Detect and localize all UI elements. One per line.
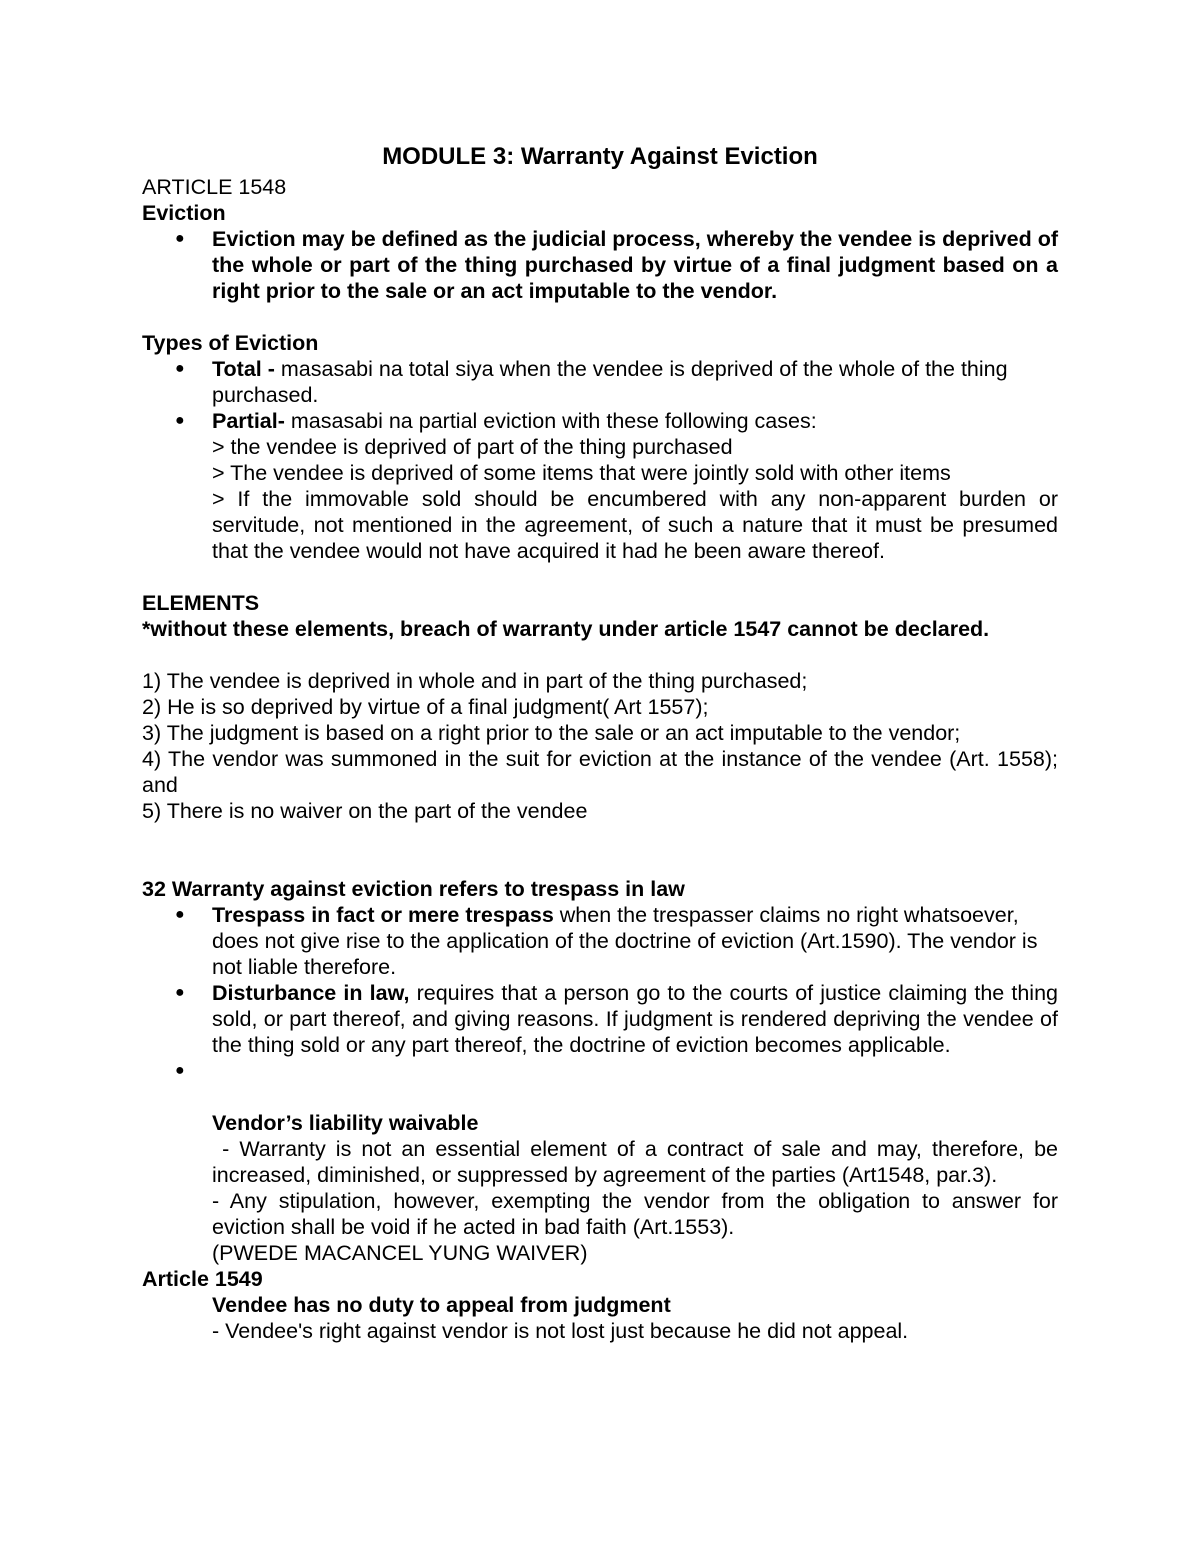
partial-text: masasabi na partial eviction with these following cases: [284, 409, 817, 433]
trespass-list [142, 902, 1058, 1084]
list-item-total [142, 356, 1058, 408]
element-item: 2) He is so deprived by virtue of a final judgment( Art 1557); [142, 695, 709, 719]
total-text: masasabi na total siya when the vendee is deprived of the whole of the thing purchased. [212, 357, 1008, 407]
bullet-icon: ● [175, 360, 185, 377]
bullet-icon: ● [175, 230, 185, 247]
partial-case: > If the immovable sold should be encumbered with any non-apparent burden or servitude, not mentioned in the agreement, of such a nature that it must be presumed that the vendee would not have acquired it had he been aware thereof. [212, 487, 1058, 563]
list-item-trespass-fact [142, 902, 1058, 980]
types-list [142, 356, 1058, 564]
document-content [142, 142, 1064, 1344]
bullet-icon: ● [175, 1062, 185, 1079]
waivable-point: - Any stipulation, however, exempting the vendor from the obligation to answer for eviction shall be void if he acted in bad faith (Art.1553). [212, 1189, 1058, 1239]
eviction-definition-list [142, 226, 1058, 304]
waivable-point: - Warranty is not an essential element of a contract of sale and may, therefore, be increased, diminished, or suppressed by agreement of the parties (Art1548, par.3). [212, 1137, 1064, 1187]
list-item-empty [142, 1058, 1058, 1084]
eviction-definition: Eviction may be defined as the judicial process, whereby the vendee is deprived of the whole or part of the thing purchased by virtue of a final judgment based on a right prior to the sale or an act imputable to the vendor. [212, 227, 1058, 303]
partial-label: Partial- [212, 409, 285, 433]
list-item-partial [142, 408, 1058, 564]
types-heading: Types of Eviction [142, 331, 319, 355]
element-item: 5) There is no waiver on the part of the vendee [142, 799, 588, 823]
page-title: MODULE 3: Warranty Against Eviction [382, 143, 818, 170]
partial-case: > the vendee is deprived of part of the thing purchased [212, 435, 733, 459]
element-item: 1) The vendee is deprived in whole and in part of the thing purchased; [142, 669, 808, 693]
article-1548-heading: ARTICLE 1548 [142, 175, 287, 199]
disturbance-law-label: Disturbance in law, [212, 981, 410, 1005]
waivable-heading: Vendor’s liability waivable [212, 1111, 479, 1135]
bullet-icon: ● [175, 906, 185, 923]
trespass-fact-label: Trespass in fact or mere trespass [212, 903, 554, 927]
partial-case: > The vendee is deprived of some items that were jointly sold with other items [212, 461, 951, 485]
disturbance-law-text: requires that a person go to the courts of justice claiming the thing sold, or part thereof, and giving reasons. If judgment is rendered depriving the vendee of the thing sold or any part thereof, the doctrine of eviction becomes applicable. [212, 981, 1058, 1057]
element-item: 4) The vendor was summoned in the suit for eviction at the instance of the vendee (Art. 1558); and [142, 747, 1058, 797]
bullet-icon: ● [175, 412, 185, 429]
waivable-section [142, 1110, 1064, 1266]
bullet-icon: ● [175, 984, 185, 1001]
trespass-heading: 32 Warranty against eviction refers to trespass in law [142, 877, 685, 901]
article-1549-section [142, 1292, 1058, 1344]
waivable-point: (PWEDE MACANCEL YUNG WAIVER) [212, 1241, 588, 1265]
elements-heading: ELEMENTS [142, 591, 260, 615]
list-item-disturbance-law [142, 980, 1058, 1058]
elements-note: *without these elements, breach of warranty under article 1547 cannot be declared. [142, 617, 990, 641]
trespass-fact-text: when the trespasser claims no right whatsoever, does not give rise to the application of the doctrine of eviction (Art.1590). The vendor is not liable therefore. [212, 903, 1038, 979]
article-1549-text: - Vendee's right against vendor is not lost just because he did not appeal. [212, 1319, 909, 1343]
total-label: Total - [212, 357, 275, 381]
article-1549-heading: Article 1549 [142, 1267, 263, 1291]
list-item [142, 226, 1058, 304]
eviction-subheading: Eviction [142, 201, 226, 225]
element-item: 3) The judgment is based on a right prior to the sale or an act imputable to the vendor; [142, 721, 961, 745]
article-1549-subheading: Vendee has no duty to appeal from judgment [212, 1293, 671, 1317]
